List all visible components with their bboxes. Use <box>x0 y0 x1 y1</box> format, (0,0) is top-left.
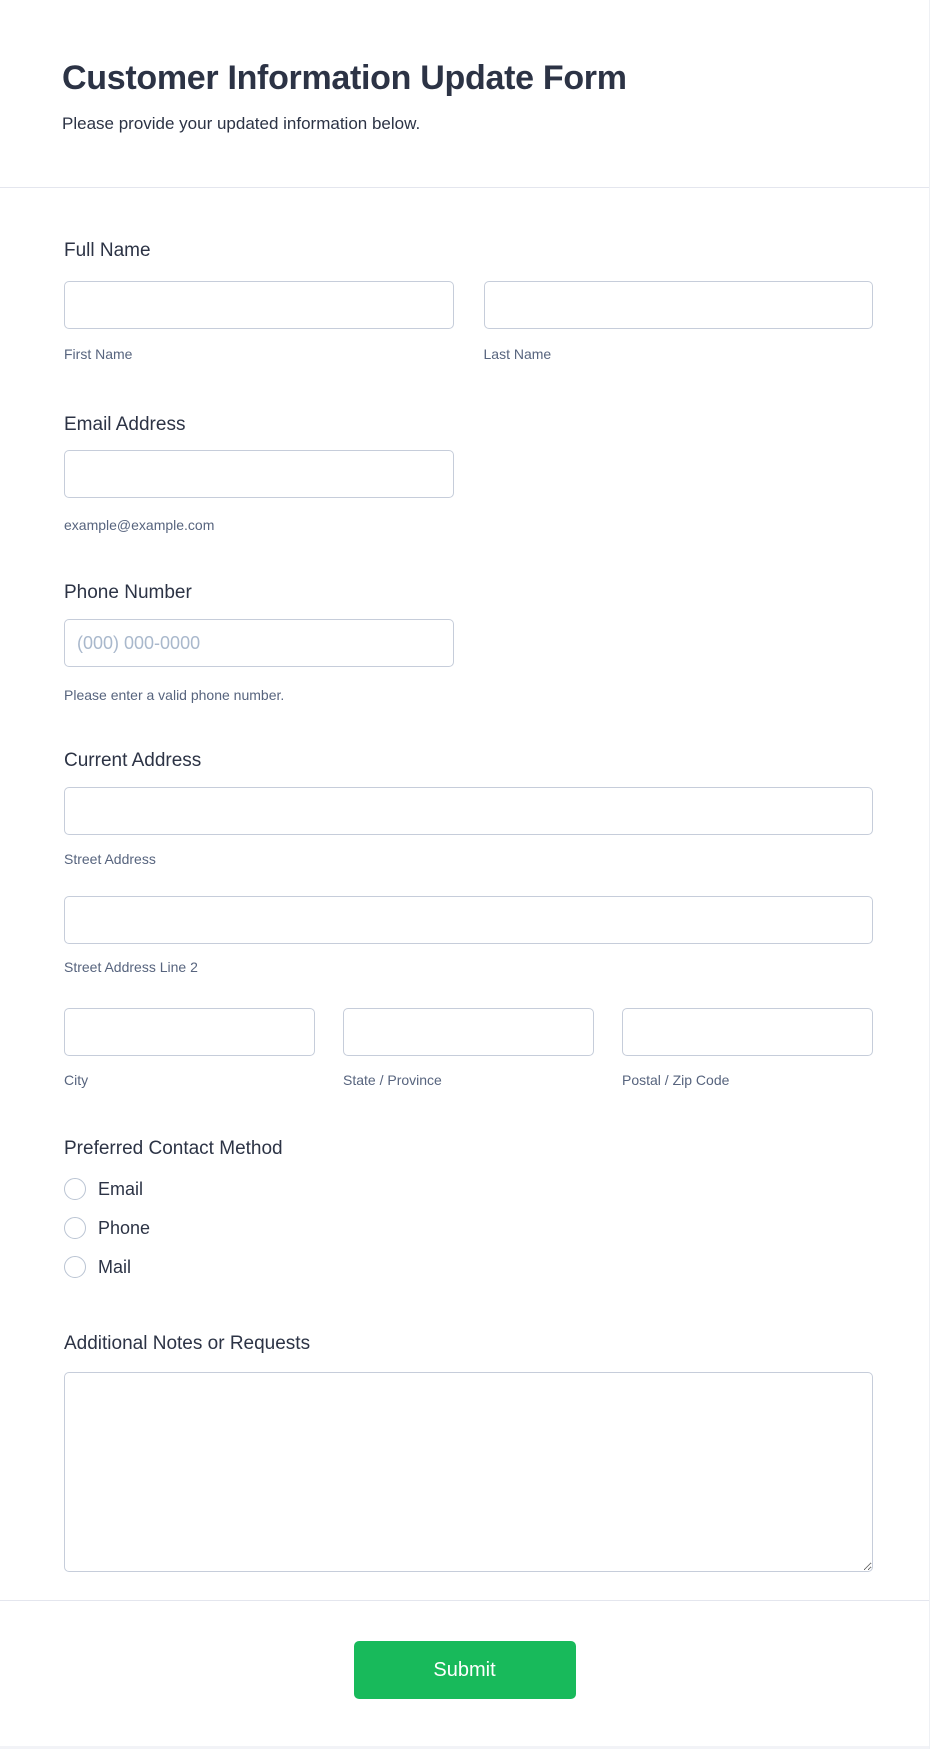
phone-label: Phone Number <box>64 581 192 603</box>
notes-textarea[interactable] <box>64 1372 873 1572</box>
first-name-sublabel: First Name <box>64 345 133 362</box>
contact-mail-radio[interactable] <box>64 1256 86 1278</box>
header-divider <box>0 187 929 188</box>
phone-input[interactable] <box>64 619 454 667</box>
contact-option-mail[interactable] <box>64 1255 873 1279</box>
street-address2-input[interactable] <box>64 896 873 944</box>
full-name-label: Full Name <box>64 239 151 261</box>
last-name-input[interactable] <box>484 281 874 329</box>
form-subtitle: Please provide your updated information below. <box>62 113 421 133</box>
postal-input[interactable] <box>622 1008 873 1056</box>
email-input[interactable] <box>64 450 454 498</box>
state-input[interactable] <box>343 1008 594 1056</box>
contact-phone-label[interactable]: Phone <box>98 1218 151 1239</box>
state-sublabel: State / Province <box>343 1071 442 1088</box>
first-name-input[interactable] <box>64 281 454 329</box>
contact-phone-radio[interactable] <box>64 1217 86 1239</box>
postal-sublabel: Postal / Zip Code <box>622 1071 730 1088</box>
form-body <box>0 240 929 1572</box>
contact-method-group <box>64 1177 873 1279</box>
full-name-row <box>64 281 873 362</box>
contact-option-email[interactable] <box>64 1177 873 1201</box>
contact-option-phone[interactable] <box>64 1216 873 1240</box>
submit-row <box>0 1601 929 1699</box>
contact-email-radio[interactable] <box>64 1178 86 1200</box>
contact-mail-label[interactable]: Mail <box>98 1257 132 1278</box>
form-header <box>0 0 929 135</box>
form-title: Customer Information Update Form <box>62 59 627 97</box>
email-label: Email Address <box>64 413 186 435</box>
street-address-sublabel: Street Address <box>64 851 156 868</box>
email-sublabel: example@example.com <box>64 516 215 533</box>
street-address2-sublabel: Street Address Line 2 <box>64 959 198 976</box>
state-col <box>343 1008 594 1088</box>
city-input[interactable] <box>64 1008 315 1056</box>
phone-sublabel: Please enter a valid phone number. <box>64 687 285 704</box>
submit-button[interactable]: Submit <box>354 1641 576 1699</box>
first-name-col <box>64 281 454 362</box>
address-label: Current Address <box>64 749 202 771</box>
city-sublabel: City <box>64 1071 89 1088</box>
contact-method-label: Preferred Contact Method <box>64 1137 283 1159</box>
street-address-input[interactable] <box>64 787 873 835</box>
city-col <box>64 1008 315 1088</box>
contact-email-label[interactable]: Email <box>98 1179 144 1200</box>
last-name-col <box>484 281 874 362</box>
last-name-sublabel: Last Name <box>483 345 552 362</box>
city-state-zip-row <box>64 1008 873 1088</box>
notes-label: Additional Notes or Requests <box>64 1333 311 1355</box>
postal-col <box>622 1008 873 1088</box>
